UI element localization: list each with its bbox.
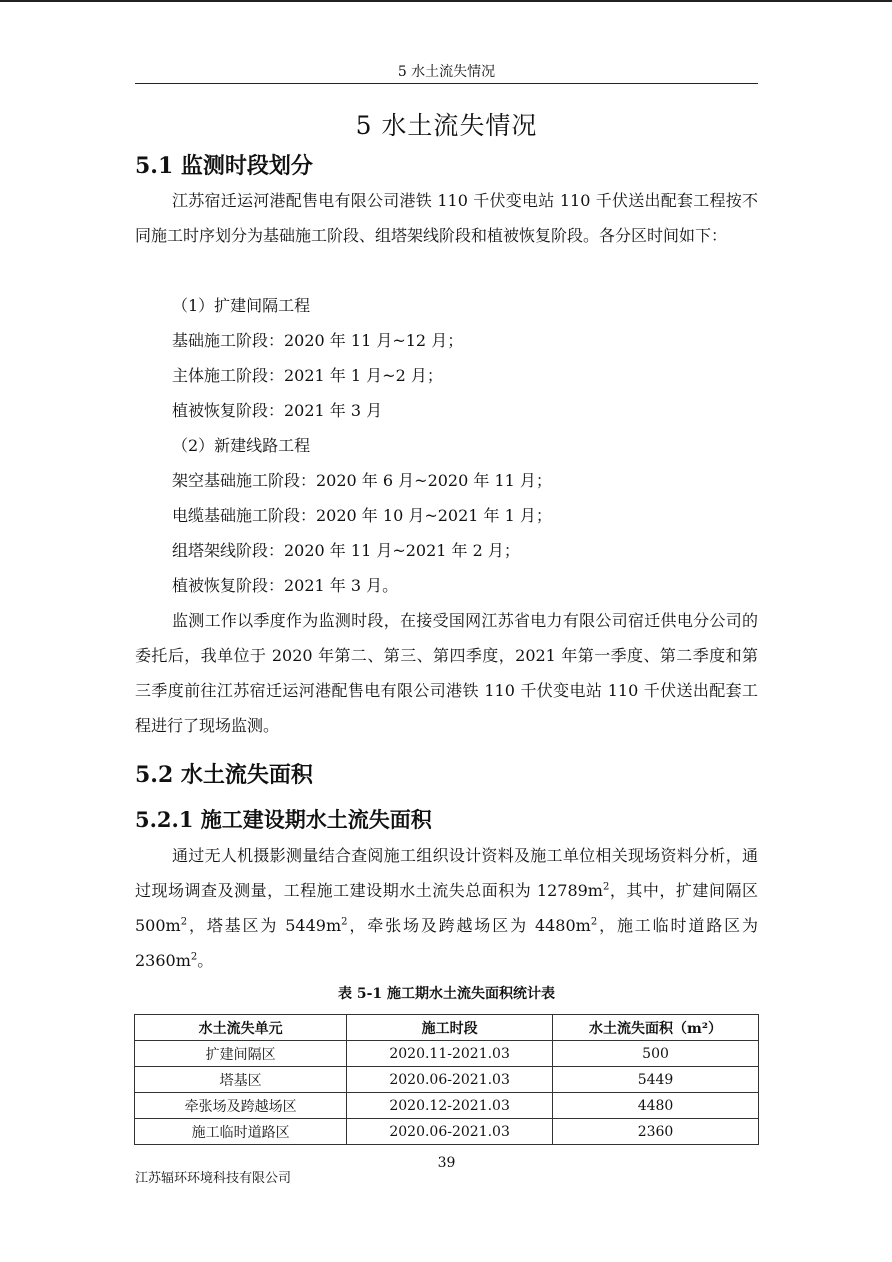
superscript: 2	[602, 881, 610, 893]
table-cell: 塔基区	[135, 1067, 347, 1093]
erosion-area-paragraph	[135, 838, 758, 978]
column-header: 水土流失单元	[135, 1015, 347, 1041]
para-text: ，塔基区为 5449m	[187, 916, 342, 935]
superscript: 2	[190, 951, 198, 963]
table-cell: 5449	[553, 1067, 759, 1093]
column-header: 施工时段	[347, 1015, 553, 1041]
table-row	[135, 1093, 759, 1119]
table-cell: 2360	[553, 1119, 759, 1145]
table-cell: 4480	[553, 1093, 759, 1119]
table-cell: 2020.06-2021.03	[347, 1119, 553, 1145]
schedule-line: 植被恢复阶段：2021 年 3 月。	[172, 576, 399, 595]
footer-company: 江苏辐环环境科技有限公司	[135, 1171, 292, 1186]
header-rule	[135, 83, 758, 84]
table-header-row	[135, 1015, 759, 1041]
table-cell: 牵张场及跨越场区	[135, 1093, 347, 1119]
top-border	[0, 0, 892, 2]
table-caption: 表 5-1 施工期水土流失面积统计表	[337, 986, 556, 1002]
superscript: 2	[590, 916, 598, 928]
table-cell: 施工临时道路区	[135, 1119, 347, 1145]
section-5-1-intro: 江苏宿迁运河港配售电有限公司港铁 110 千伏变电站 110 千伏送出配套工程按不同施工时序划分为基础施工阶段、组塔架线阶段和植被恢复阶段。各分区时间如下：	[135, 191, 758, 245]
schedule-line: 植被恢复阶段：2021 年 3 月	[172, 401, 383, 420]
section-heading-5-2-1: 5.2.1 施工建设期水土流失面积	[135, 807, 432, 832]
table-cell: 500	[553, 1041, 759, 1067]
para-text: ，牵张场及跨越场区为 4480m	[347, 916, 591, 935]
table-row	[135, 1067, 759, 1093]
table-cell: 扩建间隔区	[135, 1041, 347, 1067]
table-row	[135, 1041, 759, 1067]
para-text: ，其中，扩建间隔区 500m	[135, 881, 758, 935]
running-header: 5 水土流失情况	[397, 64, 496, 80]
para-text: 通过无人机摄影测量结合查阅施工组织设计资料及施工单位相关现场资料分析，通过现场调查及测量，工程施工建设期水土流失总面积为 12789m	[135, 846, 758, 900]
section-heading-5-2: 5.2 水土流失面积	[135, 762, 313, 788]
monitoring-paragraph: 监测工作以季度作为监测时段，在接受国网江苏省电力有限公司宿迁供电分公司的委托后，我单位于 2020 年第二、第三、第四季度，2021 年第一季度、第二季度和第三季度前往江苏宿迁运河港配售电有限公司港铁 110 千伏变电站 110 千伏送出配套工程进行了现场监测。	[135, 611, 758, 735]
schedule-line: 架空基础施工阶段：2020 年 6 月~2020 年 11 月；	[172, 471, 552, 490]
table-cell: 2020.11-2021.03	[347, 1041, 553, 1067]
table-cell: 2020.06-2021.03	[347, 1067, 553, 1093]
column-header: 水土流失面积（m²）	[553, 1015, 759, 1041]
chapter-title: 5 水土流失情况	[355, 111, 538, 140]
section-heading-5-1: 5.1 监测时段划分	[135, 153, 313, 179]
schedule-line: 主体施工阶段：2021 年 1 月~2 月；	[172, 366, 443, 385]
schedule-line: 组塔架线阶段：2020 年 11 月~2021 年 2 月；	[172, 541, 520, 560]
erosion-area-table	[134, 1014, 759, 1145]
superscript: 2	[180, 916, 188, 928]
schedule-line: 基础施工阶段：2020 年 11 月~12 月；	[172, 331, 464, 350]
schedule-line: （2）新建线路工程	[172, 436, 311, 455]
page-number: 39	[437, 1155, 456, 1171]
table-cell: 2020.12-2021.03	[347, 1093, 553, 1119]
schedule-line: 电缆基础施工阶段：2020 年 10 月~2021 年 1 月；	[172, 506, 552, 525]
para-text: 。	[197, 951, 214, 970]
para-text: ，施工临时道路区为 2360m	[135, 916, 758, 970]
superscript: 2	[341, 916, 348, 928]
table-row	[135, 1119, 759, 1145]
schedule-line: （1）扩建间隔工程	[172, 296, 311, 315]
